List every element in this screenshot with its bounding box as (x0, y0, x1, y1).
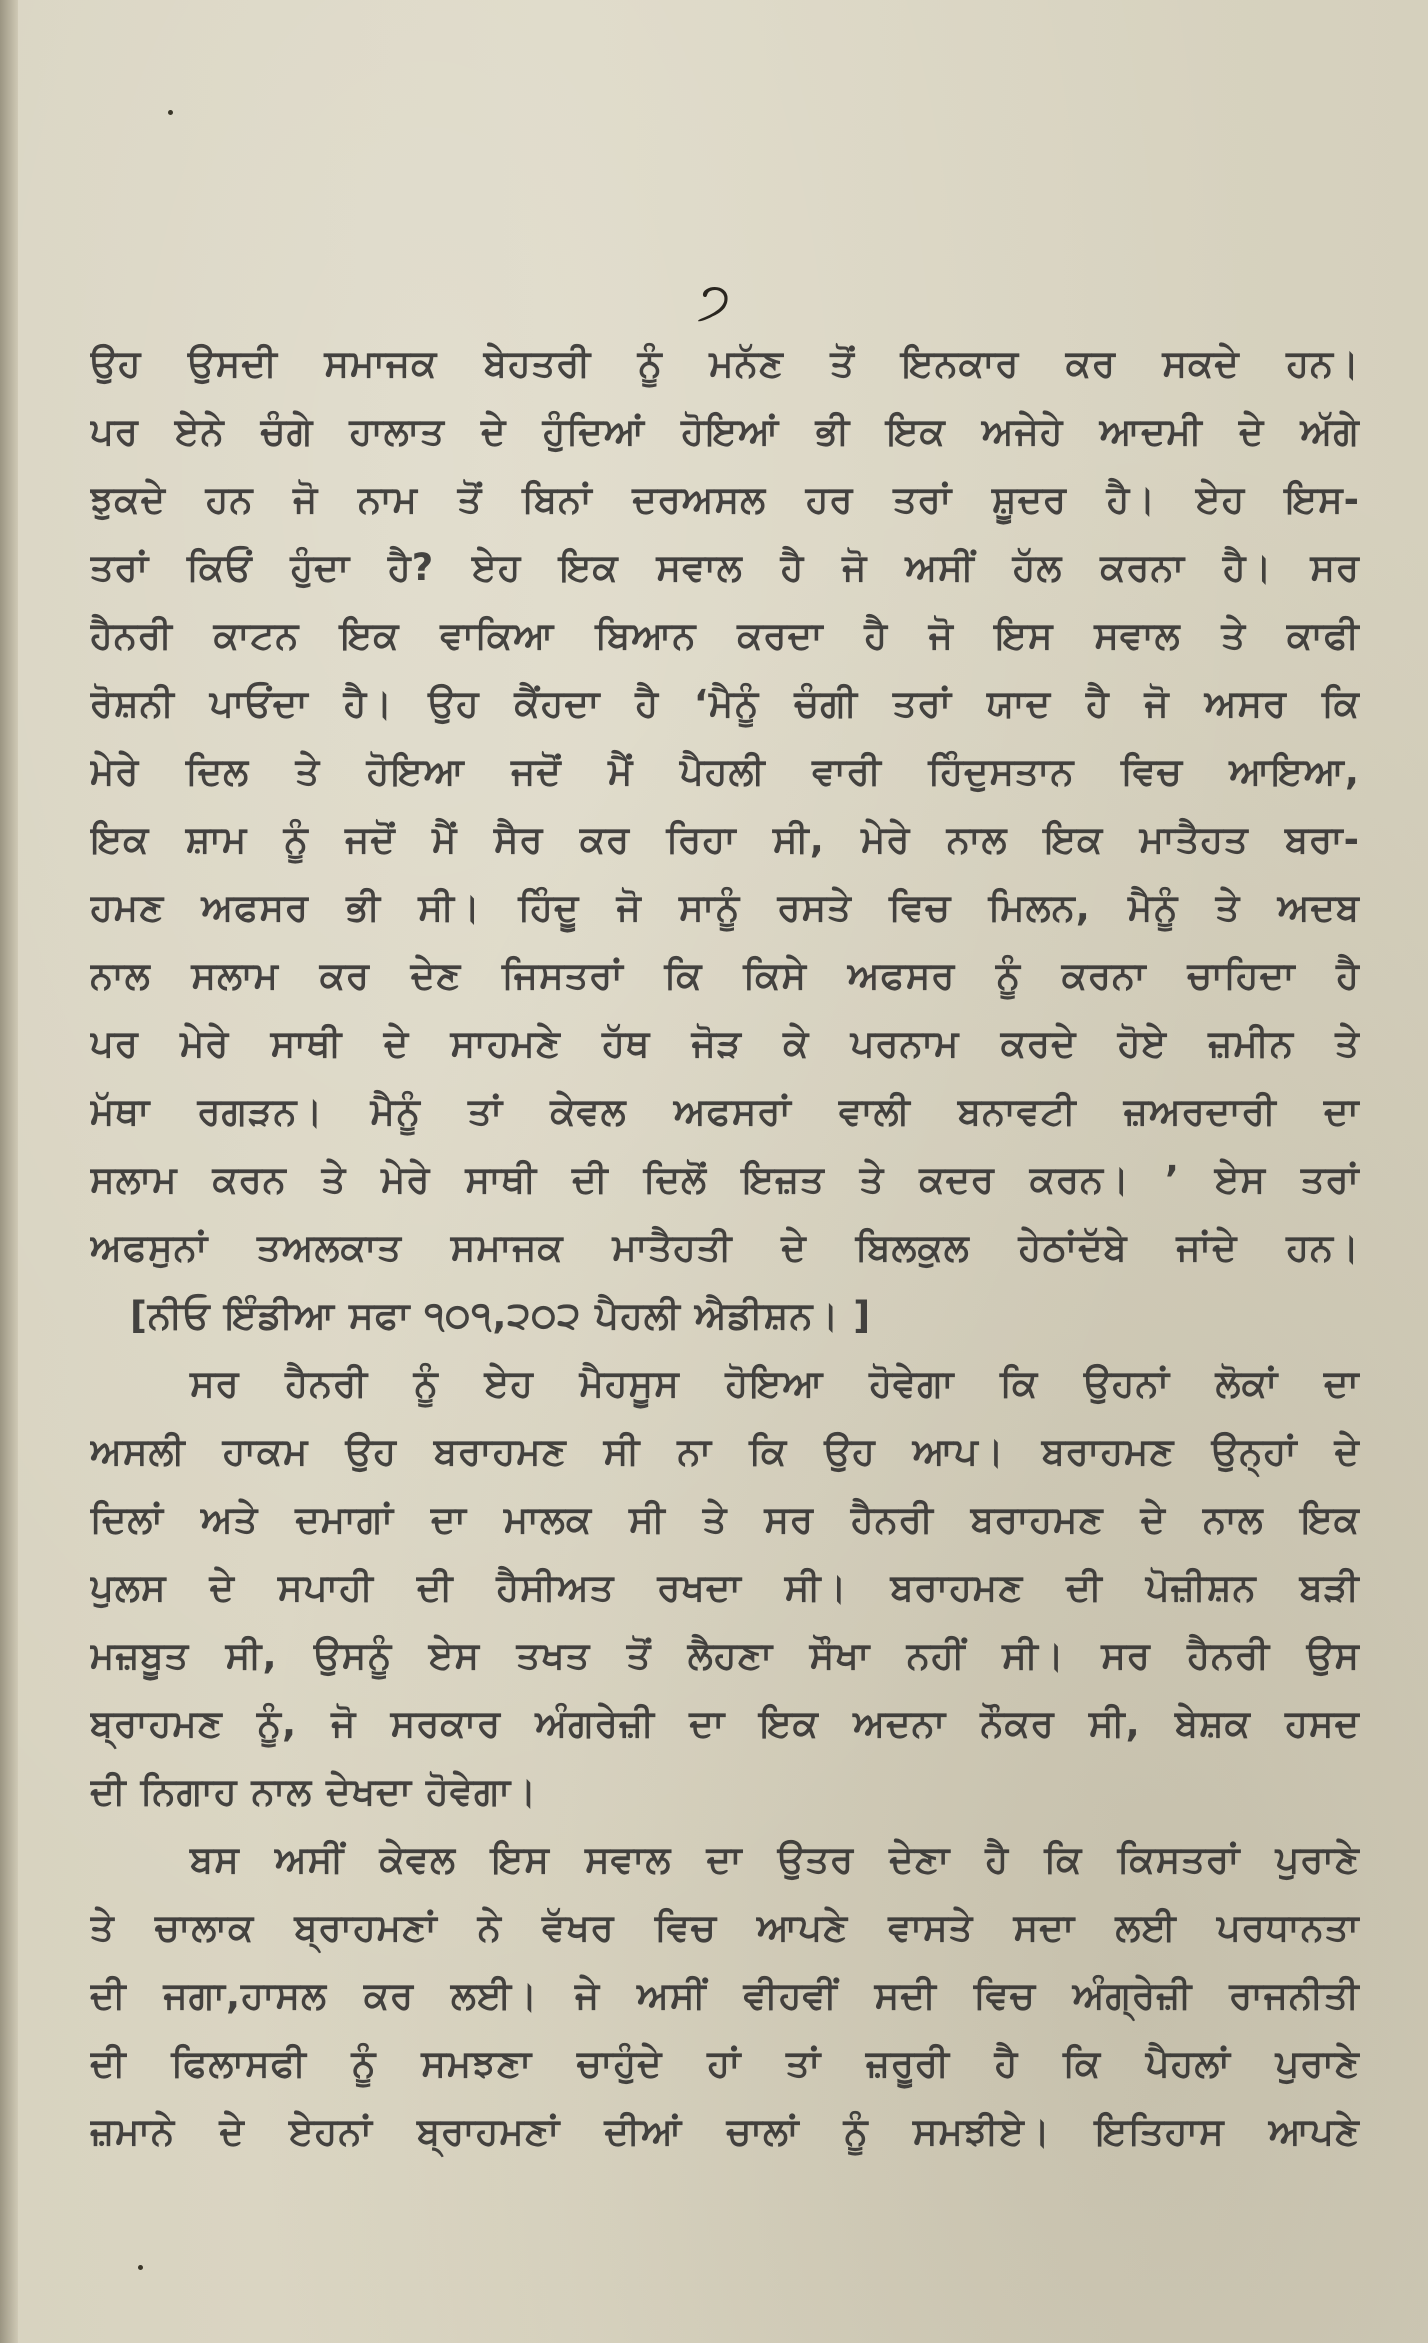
body-text (90, 330, 1360, 2166)
page-binding-edge (0, 0, 18, 2343)
text-line: ਨਾਲ ਸਲਾਮ ਕਰ ਦੇਣ ਜਿਸਤਰਾਂ ਕਿ ਕਿਸੇ ਅਫਸਰ ਨੂੰ ਕਰਨਾ ਚਾਹਿਦਾ ਹੈ (90, 954, 1360, 997)
text-line: ਮੇਰੇ ਦਿਲ ਤੇ ਹੋਇਆ ਜਦੋਂ ਮੈਂ ਪੈਹਲੀ ਵਾਰੀ ਹਿੰਦੁਸਤਾਨ ਵਿਚ ਆਇਆ, (90, 750, 1360, 793)
text-line: ਝੁਕਦੇ ਹਨ ਜੋ ਨਾਮ ਤੋਂ ਬਿਨਾਂ ਦਰਅਸਲ ਹਰ ਤਰਾਂ ਸ਼ੂਦਰ ਹੈ। ਏਹ ਇਸ- (90, 478, 1360, 521)
page-number: ੭ (697, 272, 731, 332)
text-line: ਜ਼ਮਾਨੇ ਦੇ ਏਹਨਾਂ ਬ੍ਰਾਹਮਣਾਂ ਦੀਆਂ ਚਾਲਾਂ ਨੂੰ ਸਮਝੀਏ। ਇਤਿਹਾਸ ਆਪਣੇ (90, 2110, 1360, 2153)
text-line: ਹੈਨਰੀ ਕਾਟਨ ਇਕ ਵਾਕਿਆ ਬਿਆਨ ਕਰਦਾ ਹੈ ਜੋ ਇਸ ਸਵਾਲ ਤੇ ਕਾਫੀ (90, 614, 1360, 657)
text-line: ਰੋਸ਼ਨੀ ਪਾਓਂਦਾ ਹੈ। ਉਹ ਕੈਂਹਦਾ ਹੈ ‘ਮੈਨੂੰ ਚੰਗੀ ਤਰਾਂ ਯਾਦ ਹੈ ਜੋ ਅਸਰ ਕਿ (90, 682, 1360, 725)
text-line: ਅਫਸੁਨਾਂ ਤਅਲਕਾਤ ਸਮਾਜਕ ਮਾਤੈਹਤੀ ਦੇ ਬਿਲਕੁਲ ਹੇਠਾਂਦੱਬੇ ਜਾਂਦੇ ਹਨ। (90, 1226, 1360, 1269)
text-line: ਪਰ ਏਨੇ ਚੰਗੇ ਹਾਲਾਤ ਦੇ ਹੁੰਦਿਆਂ ਹੋਇਆਂ ਭੀ ਇਕ ਅਜੇਹੇ ਆਦਮੀ ਦੇ ਅੱਗੇ (90, 410, 1360, 453)
text-line: ਦੀ ਜਗਾ,ਹਾਸਲ ਕਰ ਲਈ। ਜੇ ਅਸੀਂ ਵੀਹਵੀਂ ਸਦੀ ਵਿਚ ਅੰਗ੍ਰੇਜ਼ੀ ਰਾਜਨੀਤੀ (90, 1974, 1360, 2017)
ink-speck (168, 110, 173, 115)
text-line: ਮੱਥਾ ਰਗੜਨ। ਮੈਨੂੰ ਤਾਂ ਕੇਵਲ ਅਫਸਰਾਂ ਵਾਲੀ ਬਨਾਵਟੀ ਜ਼ਅਰਦਾਰੀ ਦਾ (90, 1090, 1360, 1133)
text-line: ਤੇ ਚਾਲਾਕ ਬ੍ਰਾਹਮਣਾਂ ਨੇ ਵੱਖਰ ਵਿਚ ਆਪਣੇ ਵਾਸਤੇ ਸਦਾ ਲਈ ਪਰਧਾਨਤਾ (90, 1906, 1360, 1949)
text-line: ਬਸ ਅਸੀਂ ਕੇਵਲ ਇਸ ਸਵਾਲ ਦਾ ਉਤਰ ਦੇਣਾ ਹੈ ਕਿ ਕਿਸਤਰਾਂ ਪੁਰਾਣੇ (190, 1838, 1360, 1881)
text-line: ਸਲਾਮ ਕਰਨ ਤੇ ਮੇਰੇ ਸਾਥੀ ਦੀ ਦਿਲੋਂ ਇਜ਼ਤ ਤੇ ਕਦਰ ਕਰਨ। ’ ਏਸ ਤਰਾਂ (90, 1158, 1360, 1201)
citation: [ਨੀਓ ਇੰਡੀਆ ਸਫਾ ੧੦੧,੨੦੨ ਪੈਹਲੀ ਐਡੀਸ਼ਨ। ] (130, 1294, 872, 1337)
text-line: ਦੀ ਨਿਗਾਹ ਨਾਲ ਦੇਖਦਾ ਹੋਵੇਗਾ। (90, 1770, 538, 1813)
text-line: ਪੁਲਸ ਦੇ ਸਪਾਹੀ ਦੀ ਹੈਸੀਅਤ ਰਖਦਾ ਸੀ। ਬਰਾਹਮਣ ਦੀ ਪੋਜ਼ੀਸ਼ਨ ਬੜੀ (90, 1566, 1360, 1609)
text-line: ਦੀ ਫਿਲਾਸਫੀ ਨੂੰ ਸਮਝਣਾ ਚਾਹੁੰਦੇ ਹਾਂ ਤਾਂ ਜ਼ਰੂਰੀ ਹੈ ਕਿ ਪੈਹਲਾਂ ਪੁਰਾਣੇ (90, 2042, 1360, 2085)
text-line: ਸਰ ਹੈਨਰੀ ਨੂੰ ਏਹ ਮੈਹਸੂਸ ਹੋਇਆ ਹੋਵੇਗਾ ਕਿ ਉਹਨਾਂ ਲੋਕਾਂ ਦਾ (190, 1362, 1360, 1405)
text-line: ਪਰ ਮੇਰੇ ਸਾਥੀ ਦੇ ਸਾਹਮਣੇ ਹੱਥ ਜੋੜ ਕੇ ਪਰਨਾਮ ਕਰਦੇ ਹੋਏ ਜ਼ਮੀਨ ਤੇ (90, 1022, 1360, 1065)
text-line: ਮਜ਼ਬੂਤ ਸੀ, ਉਸਨੂੰ ਏਸ ਤਖਤ ਤੋਂ ਲੈਹਣਾ ਸੌਖਾ ਨਹੀਂ ਸੀ। ਸਰ ਹੈਨਰੀ ਉਸ (90, 1634, 1360, 1677)
ink-speck (138, 2265, 143, 2270)
text-line: ਬ੍ਰਾਹਮਣ ਨੂੰ, ਜੋ ਸਰਕਾਰ ਅੰਗਰੇਜ਼ੀ ਦਾ ਇਕ ਅਦਨਾ ਨੌਕਰ ਸੀ, ਬੇਸ਼ਕ ਹਸਦ (90, 1702, 1360, 1745)
text-line: ਅਸਲੀ ਹਾਕਮ ਉਹ ਬਰਾਹਮਣ ਸੀ ਨਾ ਕਿ ਉਹ ਆਪ। ਬਰਾਹਮਣ ਉਨ੍ਹਾਂ ਦੇ (90, 1430, 1360, 1473)
text-line: ਇਕ ਸ਼ਾਮ ਨੂੰ ਜਦੋਂ ਮੈਂ ਸੈਰ ਕਰ ਰਿਹਾ ਸੀ, ਮੇਰੇ ਨਾਲ ਇਕ ਮਾਤੈਹਤ ਬਰਾ- (90, 818, 1360, 861)
text-line: ਦਿਲਾਂ ਅਤੇ ਦਮਾਗਾਂ ਦਾ ਮਾਲਕ ਸੀ ਤੇ ਸਰ ਹੈਨਰੀ ਬਰਾਹਮਣ ਦੇ ਨਾਲ ਇਕ (90, 1498, 1360, 1541)
text-line: ਉਹ ਉਸਦੀ ਸਮਾਜਕ ਬੇਹਤਰੀ ਨੂੰ ਮਨੱਣ ਤੋਂ ਇਨਕਾਰ ਕਰ ਸਕਦੇ ਹਨ। (90, 342, 1360, 385)
text-line: ਹਮਣ ਅਫਸਰ ਭੀ ਸੀ। ਹਿੰਦੂ ਜੋ ਸਾਨੂੰ ਰਸਤੇ ਵਿਚ ਮਿਲਨ, ਮੈਨੂੰ ਤੇ ਅਦਬ (90, 886, 1360, 929)
text-line: ਤਰਾਂ ਕਿਓਂ ਹੁੰਦਾ ਹੈ? ਏਹ ਇਕ ਸਵਾਲ ਹੈ ਜੋ ਅਸੀਂ ਹੱਲ ਕਰਨਾ ਹੈ। ਸਰ (90, 546, 1360, 589)
